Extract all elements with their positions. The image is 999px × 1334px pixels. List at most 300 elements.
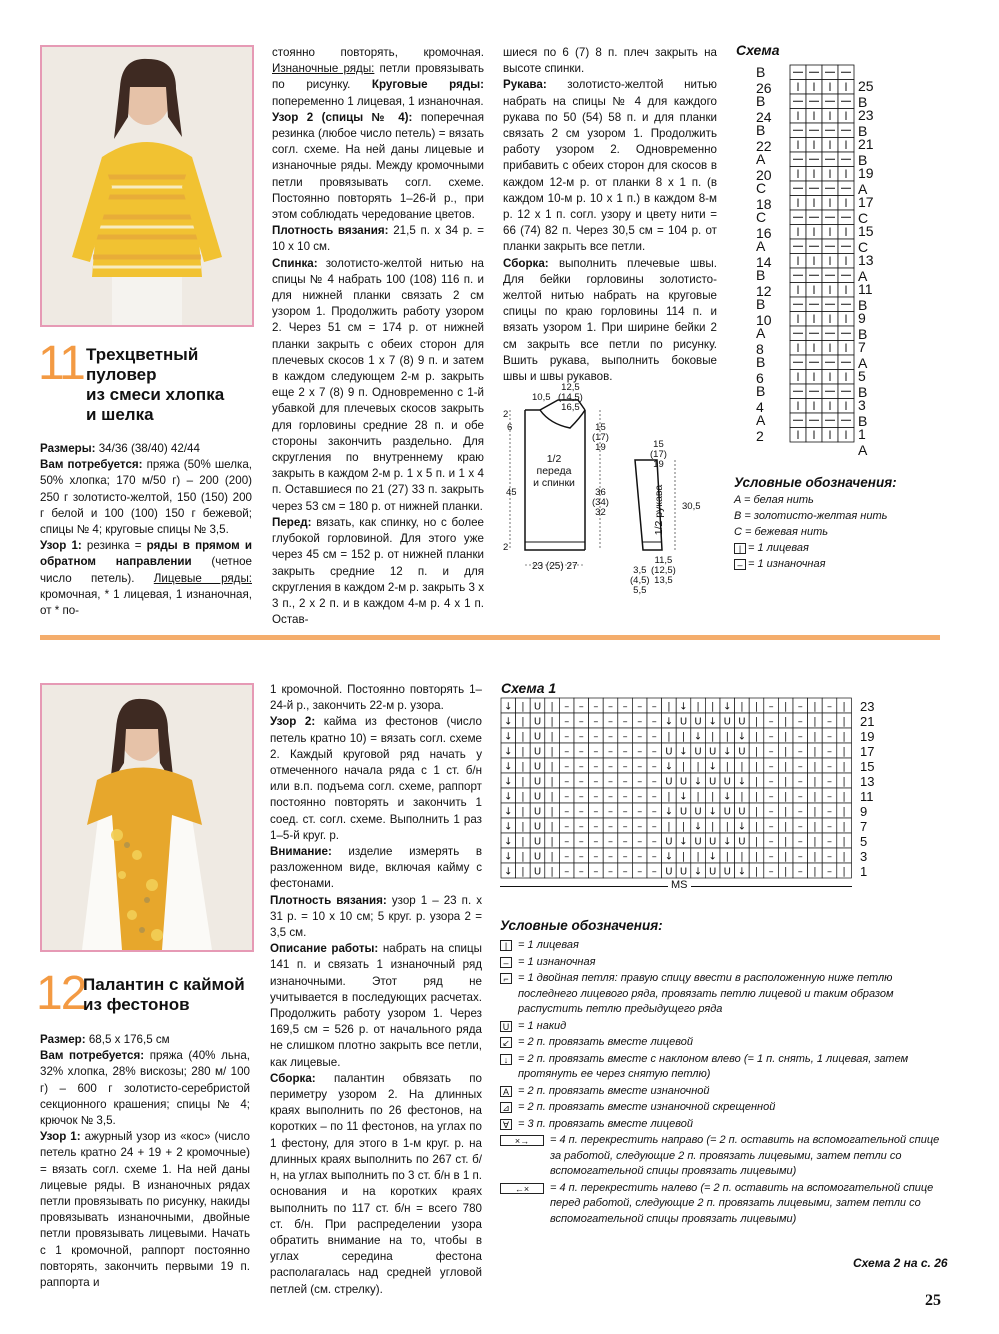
svg-text:–: –	[593, 761, 599, 773]
svg-text:–: –	[797, 851, 803, 863]
svg-text:U: U	[709, 776, 717, 788]
legend-text: = 2 п. провязать вместе изнаночной скрещенной	[518, 1101, 776, 1113]
sleeve-top-measure: 15 (17) 19	[650, 439, 667, 470]
page-number: 25	[925, 1292, 941, 1309]
svg-text:|: |	[550, 821, 554, 833]
paragraph: Сборка: палантин обвязать по периметру узором 2. На длинных краях выполнить по 26 фестонов, на коротких – по 11 фестонов, на углах по 1 фестону, для этого в 1-м круг. р. на длинных краях выполнить по 267 ст. б/н, на углах выполнить по 3 ст. б/н в 1 п. основания и на коротких краях выполнить по 117 ст. б/н = всего 780 ст. б/н. При распределении узора обратить внимание на то, чтобы в углах середина фестона располагалась над средней угловой петлей (см. стрелку).	[270, 1071, 483, 1296]
svg-text:–: –	[827, 776, 832, 788]
paragraph: Рукава: золотисто-желтой нитью набрать на спицы № 4 для каждого рукава по 50 (54) 58 п. и для планки связать 2 см узором 1. Продолжить работу узором 2. Одновременно прибавить с обеих сторон для скосов в каждом 12-м р. от планки 8 х 1 п. (в каждом 10-м р. 10 х 1 п.) в каждом 8-м р. 12 х 1 п. согл. узору и цвету нити = 66 (74) 82 п. Через 30,5 см = 104 р. от планки закрыть все петли.	[503, 78, 717, 254]
svg-text:↓: ↓	[504, 821, 513, 833]
svg-text:–: –	[797, 791, 803, 803]
svg-text:↓: ↓	[504, 776, 513, 788]
svg-text:–: –	[578, 761, 584, 773]
svg-text:–: –	[797, 821, 803, 833]
svg-text:|: |	[521, 851, 525, 863]
paragraph: Описание работы: набрать на спицы 141 п. и связать 1 изнаночный ряд изнаночными. Этот ряд не учитывается в последующих расчетах. Продолжить работу узором 1. Через 169,5 см = 526 р. от начального ряда не слишком плотно закрыть все петли, как лицевые.	[270, 942, 482, 1069]
svg-text:–: –	[768, 746, 774, 758]
schema-row-label: 5 B	[858, 368, 868, 400]
svg-text:–: –	[637, 746, 643, 758]
schema-row-label: 11 B	[858, 281, 873, 313]
legend-item	[500, 1019, 940, 1035]
sleeve-label: 1/2 рукава	[653, 484, 665, 536]
legend-symbol-icon: ←×	[500, 1183, 544, 1194]
diagram-width-measure: 23 (25) 27	[532, 561, 578, 572]
svg-text:|: |	[813, 836, 817, 848]
schema-row-label: A 8	[756, 325, 765, 357]
svg-text:–: –	[768, 716, 774, 728]
svg-text:|: |	[667, 791, 671, 803]
svg-text:|: |	[813, 761, 817, 773]
diagram-mark-2-top: 2	[503, 409, 509, 420]
svg-text:|: |	[550, 866, 554, 878]
svg-text:U: U	[679, 776, 688, 788]
schema-row-label: A 14	[756, 238, 772, 270]
svg-text:|: |	[842, 851, 846, 863]
svg-text:U: U	[679, 806, 688, 818]
svg-text:–: –	[827, 731, 832, 743]
svg-text:–: –	[564, 851, 570, 863]
schema-row-label: 1 A	[858, 426, 868, 458]
svg-text:↓: ↓	[664, 806, 674, 818]
svg-text:|: |	[842, 866, 846, 878]
svg-text:↓: ↓	[504, 746, 513, 758]
svg-text:|: |	[711, 731, 715, 743]
svg-text:–: –	[608, 701, 613, 713]
svg-text:|: |	[725, 821, 729, 833]
schema-row-label: A 2	[756, 412, 765, 444]
svg-text:–: –	[564, 821, 570, 833]
svg-text:–: –	[578, 716, 584, 728]
schema-row-label: 21 B	[858, 136, 874, 168]
svg-text:|: |	[784, 836, 788, 848]
svg-text:|: |	[521, 806, 525, 818]
svg-text:|: |	[813, 776, 817, 788]
project-11-number: 11	[38, 337, 84, 390]
svg-text:|: |	[842, 791, 846, 803]
paragraph: Вам потребуется: пряжа (50% шелка, 50% хлопка; 170 м/50 г) – 200 (200) 250 г золотисто-желтой, 150 (150) 200 г белой и 100 (100) 150 г бежевой; спицы № 4; круговые спицы № 3,5.	[40, 458, 252, 537]
legend-text: = 1 лицевая	[518, 939, 579, 951]
svg-text:|: |	[550, 836, 554, 848]
svg-text:U: U	[694, 836, 702, 848]
svg-text:–: –	[768, 776, 774, 788]
svg-text:↓: ↓	[737, 866, 747, 878]
project-11-column-1	[40, 441, 252, 619]
svg-text:|: |	[711, 701, 715, 713]
svg-text:|: |	[784, 731, 788, 743]
svg-text:–: –	[651, 821, 657, 833]
svg-text:U: U	[533, 776, 542, 788]
svg-text:|: |	[813, 731, 817, 743]
svg-text:|: |	[740, 791, 744, 803]
schema-row-label: 9	[860, 804, 868, 819]
svg-text:–: –	[827, 746, 832, 758]
svg-text:U: U	[694, 716, 702, 728]
svg-text:|: |	[842, 806, 846, 818]
svg-text:–: –	[564, 761, 570, 773]
svg-text:–: –	[637, 806, 643, 818]
diagram-side-height-measure: 36 (34) 32	[592, 487, 609, 518]
svg-text:–: –	[768, 731, 774, 743]
svg-text:–: –	[564, 701, 570, 713]
paragraph: Спинка: золотисто-желтой нитью на спицы № 4 набрать 100 (108) 116 п. и для нижней планки связать 2 см узором 1. Продолжить работу узором 2. Через 51 см = 174 р. от нижней планки закрыть с обеих сторон для плечевых скосов 1 х 7 (8) 9 п. и затем в каждом следующем 2-м р. закрыть еще 2 х 7 (8) 9 п. Одновременно с 1-й убавкой для плечевых скосов закрыть для горловины средние 28 п. и обе стороны закончить раздельно. Для скругления по внутреннему краю закрыть в каждом 2-м р. 1 х 5 п. и 1 х 4 п. Оставшиеся по 21 (27) 33 п. закрыть через 53 см = 180 р. от нижней планки.	[272, 256, 484, 513]
svg-text:|: |	[784, 806, 788, 818]
stole-legend	[500, 938, 940, 1228]
pullover-schema-title: Схема	[736, 42, 780, 58]
stole-grid-svg	[500, 697, 852, 879]
svg-text:|: |	[842, 716, 846, 728]
svg-text:↓: ↓	[723, 701, 732, 713]
legend-text: = 2 п. провязать вместе лицевой	[518, 1036, 693, 1048]
svg-text:U: U	[665, 836, 673, 848]
svg-text:–: –	[797, 866, 803, 878]
svg-text:–: –	[564, 776, 570, 788]
svg-text:–: –	[827, 761, 832, 773]
paragraph: Узор 2: кайма из фестонов (число петель кратно 10) = вязать согл. схеме 2. Каждый круговой ряд начать у отмеченного начала ряда с 1 ст. б/н или в.п. подъема согл. схеме, раппорт постоянно повторять и закончить 1 соед. ст. согл. схеме. Выполнить 1 раз 1–5-й круг. р.	[270, 715, 482, 842]
schema-row-label: 9 B	[858, 310, 868, 342]
pullover-photo	[40, 45, 254, 327]
schema-row-label: C 16	[756, 209, 772, 241]
paragraph: Перед: вязать, как спинку, но с более глубокой горловиной. Для этого уже через 45 см = 152 р. от нижней планки закрыть средние 12 п. и для скругления в каждом 2-м р. закрыть 3 х 3 п., 2 х 2 п. и в каждом 4-м р. 4 х 1 п. Остав-	[272, 515, 484, 627]
schema-row-label: 15 C	[858, 223, 874, 255]
svg-text:–: –	[622, 731, 628, 743]
schema-row-label: 19 A	[858, 165, 874, 197]
svg-text:|: |	[550, 806, 554, 818]
svg-text:|: |	[842, 821, 846, 833]
svg-text:|: |	[784, 761, 788, 773]
svg-text:–: –	[608, 776, 613, 788]
svg-text:|: |	[681, 821, 686, 833]
legend-item	[500, 1133, 940, 1180]
schema-row-label: 23	[860, 699, 875, 714]
model-stole-illustration	[42, 685, 252, 950]
svg-text:|: |	[813, 716, 817, 728]
svg-text:–: –	[578, 791, 584, 803]
stole-photo	[40, 683, 254, 952]
schema-grid-svg	[789, 64, 855, 443]
legend-beige: C = бежевая нить	[734, 526, 829, 538]
svg-text:–: –	[622, 791, 628, 803]
svg-text:–: –	[651, 851, 657, 863]
legend-knit: | = 1 лицевая	[734, 540, 887, 556]
legend-item	[500, 938, 940, 954]
svg-text:|: |	[696, 701, 700, 713]
paragraph: 1 кромочной. Постоянно повторять 1–24-й р., закончить 22-м р. узора.	[270, 683, 482, 713]
svg-text:–: –	[797, 701, 803, 713]
svg-text:–: –	[622, 851, 628, 863]
svg-text:|: |	[784, 701, 788, 713]
legend-item	[500, 971, 940, 1018]
schema-row-label: 17 C	[858, 194, 874, 226]
svg-text:–: –	[651, 731, 657, 743]
svg-text:–: –	[593, 701, 599, 713]
svg-text:|: |	[842, 776, 846, 788]
svg-text:–: –	[827, 806, 832, 818]
schema-row-label: 17	[860, 744, 875, 759]
svg-text:|: |	[813, 701, 817, 713]
svg-text:–: –	[651, 836, 657, 848]
paragraph: Плотность вязания: узор 1 – 23 п. х 31 р. = 10 х 10 см; 5 круг. р. узора 2 = 3,5 см.	[270, 893, 482, 940]
svg-text:|: |	[754, 716, 759, 728]
paragraph: Узор 2 (спицы № 4): поперечная резинка (любое число петель) = вязать согл. схеме. На ней даны лицевые и изнаночные ряды. Между кромочными петли провязывать согл. схеме. Постоянно повторять 1–26-й р., при этом соблюдать чередование цветов.	[272, 110, 484, 222]
svg-text:|: |	[740, 851, 744, 863]
svg-text:|: |	[725, 851, 729, 863]
svg-text:–: –	[637, 716, 643, 728]
svg-text:–: –	[578, 866, 584, 878]
svg-text:U: U	[533, 866, 542, 878]
svg-text:↓: ↓	[723, 791, 732, 803]
schema-row-label: B 10	[756, 296, 772, 328]
svg-text:–: –	[622, 776, 628, 788]
svg-text:|: |	[842, 836, 846, 848]
svg-text:|: |	[681, 731, 686, 743]
diagram-top-left-measure: 10,5	[532, 392, 551, 403]
svg-text:U: U	[738, 746, 746, 758]
svg-text:|: |	[550, 791, 554, 803]
svg-text:|: |	[667, 821, 671, 833]
schema-row-label: B 4	[756, 383, 766, 415]
schema-row-label: 15	[860, 759, 875, 774]
svg-text:–: –	[578, 806, 584, 818]
svg-text:–: –	[593, 731, 599, 743]
svg-text:|: |	[842, 701, 846, 713]
svg-text:–: –	[768, 701, 774, 713]
schema-row-label: 23 B	[858, 107, 874, 139]
svg-text:↓: ↓	[708, 806, 717, 818]
svg-text:|: |	[842, 731, 846, 743]
svg-text:–: –	[651, 776, 657, 788]
svg-text:U: U	[694, 746, 702, 758]
svg-text:U: U	[738, 716, 746, 728]
paragraph: шиеся по 6 (7) 8 п. плеч закрыть на высоте спинки.	[503, 46, 717, 76]
svg-text:↓: ↓	[708, 716, 717, 728]
legend-white: A = белая нить	[734, 494, 814, 506]
schema-row-label: 19	[860, 729, 875, 744]
svg-text:|: |	[842, 746, 846, 758]
svg-text:–: –	[564, 806, 570, 818]
svg-text:–: –	[578, 746, 584, 758]
svg-text:–: –	[593, 866, 599, 878]
svg-text:–: –	[622, 701, 628, 713]
svg-text:|: |	[521, 701, 525, 713]
svg-text:–: –	[797, 746, 803, 758]
svg-text:–: –	[578, 836, 584, 848]
svg-text:|: |	[550, 716, 554, 728]
svg-text:|: |	[813, 791, 817, 803]
svg-text:↓: ↓	[679, 746, 688, 758]
svg-text:|: |	[813, 746, 817, 758]
svg-text:–: –	[608, 821, 613, 833]
svg-text:–: –	[593, 776, 599, 788]
svg-text:U: U	[533, 701, 542, 713]
legend-item	[500, 1100, 940, 1116]
svg-text:–: –	[593, 836, 599, 848]
svg-text:U: U	[694, 806, 702, 818]
svg-text:–: –	[578, 851, 584, 863]
svg-text:↓: ↓	[737, 731, 747, 743]
svg-text:|: |	[521, 716, 525, 728]
svg-text:|: |	[550, 746, 554, 758]
svg-text:|: |	[550, 761, 554, 773]
svg-text:–: –	[608, 746, 613, 758]
legend-symbol-icon: |	[500, 940, 512, 951]
schema-row-label: B 24	[756, 93, 772, 125]
svg-text:|: |	[813, 821, 817, 833]
svg-text:U: U	[533, 836, 542, 848]
legend-item	[500, 1181, 940, 1228]
svg-text:U: U	[709, 836, 717, 848]
svg-text:U: U	[533, 761, 542, 773]
svg-text:|: |	[521, 731, 525, 743]
legend-text: = 1 накид	[518, 1019, 567, 1032]
svg-text:–: –	[593, 791, 599, 803]
svg-text:–: –	[608, 791, 613, 803]
svg-text:U: U	[738, 836, 746, 848]
svg-text:–: –	[797, 776, 803, 788]
svg-text:–: –	[797, 761, 803, 773]
svg-text:|: |	[725, 761, 729, 773]
schema-row-label: B 12	[756, 267, 772, 299]
svg-text:|: |	[711, 791, 715, 803]
svg-text:U: U	[533, 731, 542, 743]
legend-symbol-icon: ↓	[500, 1054, 512, 1065]
schema-row-label: 3 B	[858, 397, 868, 429]
svg-text:U: U	[723, 716, 731, 728]
paragraph: Внимание: изделие измерять в разложенном виде, включая кайму с фестонами.	[270, 845, 482, 891]
diagram-shoulder-measure: 15 (17) 19	[592, 422, 609, 453]
diagram-top-measure: 12,5 (14,5) 16,5	[558, 382, 583, 413]
svg-text:↓: ↓	[664, 716, 674, 728]
svg-text:|: |	[696, 791, 700, 803]
svg-text:–: –	[768, 836, 774, 848]
legend-text: = 2 п. провязать вместе с наклоном влево (= 1 п. снять, 1 лицевая, затем протянуть ее через снятую петлю)	[518, 1052, 909, 1080]
pullover-legend	[734, 492, 887, 572]
svg-text:|: |	[842, 761, 846, 773]
svg-text:U: U	[665, 746, 673, 758]
svg-text:|: |	[667, 731, 671, 743]
svg-text:↓: ↓	[723, 746, 732, 758]
svg-text:–: –	[608, 866, 613, 878]
svg-text:|: |	[754, 836, 759, 848]
svg-text:–: –	[593, 851, 599, 863]
svg-text:|: |	[696, 761, 700, 773]
project-12-title: Палантин с каймой из фестонов	[83, 975, 245, 1014]
svg-text:|: |	[784, 866, 788, 878]
schema-row-label: 25 B	[858, 78, 874, 110]
svg-text:↓: ↓	[693, 731, 703, 743]
svg-text:–: –	[651, 716, 657, 728]
svg-text:–: –	[637, 791, 643, 803]
pullover-schema-grid	[789, 64, 853, 442]
svg-text:↓: ↓	[708, 851, 717, 863]
svg-text:|: |	[740, 701, 744, 713]
svg-text:–: –	[827, 716, 832, 728]
legend-text: = 1 изнаночная	[518, 955, 596, 968]
svg-text:|: |	[521, 746, 525, 758]
svg-text:U: U	[533, 821, 542, 833]
svg-text:–: –	[637, 731, 643, 743]
svg-text:U: U	[723, 866, 731, 878]
svg-text:–: –	[578, 701, 584, 713]
legend-symbol-icon: ⌐	[500, 973, 512, 984]
svg-text:–: –	[564, 866, 570, 878]
project-11-column-2	[272, 45, 484, 628]
svg-text:–: –	[564, 716, 570, 728]
legend-text: = 4 п. перекрестить направо (= 2 п. оставить на вспомогательной спице за работой, следующие 2 п. провязать лицевыми, затем петли со вспомогательной спицы провязать лицевыми)	[550, 1134, 940, 1177]
svg-text:–: –	[608, 731, 613, 743]
svg-text:–: –	[827, 836, 832, 848]
paragraph: Вам потребуется: пряжа (40% льна, 32% хлопка, 28% вискозы; 280 м/ 100 г) – 600 г золотисто-серебристой секционного крашения; спицы № 4; крючок № 3,5.	[40, 1049, 251, 1128]
svg-text:–: –	[637, 701, 643, 713]
legend-symbol-icon: –	[500, 957, 512, 968]
svg-text:|: |	[784, 851, 788, 863]
paragraph: Узор 1: ажурный узор из «кос» (число петель кратно 24 + 19 + 2 кромочные) = вязать согл. схеме 1. На ней даны лицевые ряды. В изнаночных рядах петли провязывать по рисунку, накиды провязывать изнаночными, двойные петли провязывать лицевыми. Начать с 1 кромочной, раппорт постоянно повторять, закончить первыми 19 п. раппорта и	[40, 1130, 250, 1290]
project-12-column-1	[40, 1032, 250, 1291]
svg-text:|: |	[754, 791, 759, 803]
paragraph: Размер: 68,5 х 176,5 см	[40, 1033, 170, 1046]
svg-text:|: |	[725, 731, 729, 743]
svg-text:|: |	[784, 776, 788, 788]
schema-row-label: C 18	[756, 180, 772, 212]
diagram-mark-2-bottom: 2	[503, 542, 509, 553]
svg-text:↓: ↓	[504, 851, 513, 863]
legend-purl: – = 1 изнаночная	[734, 556, 887, 572]
svg-text:–: –	[564, 731, 570, 743]
svg-text:↓: ↓	[737, 776, 747, 788]
svg-text:|: |	[550, 851, 554, 863]
legend-text: = 1 двойная петля: правую спицу ввести в расположенную ниже петлю последнего лицевого ряда, провязать петлю лицевой и таким образом распустить петлю предыдущего ряда	[518, 972, 894, 1015]
svg-text:–: –	[797, 836, 803, 848]
svg-text:–: –	[768, 821, 774, 833]
svg-text:–: –	[651, 746, 657, 758]
svg-text:|: |	[754, 806, 759, 818]
svg-text:U: U	[533, 746, 542, 758]
svg-text:–: –	[622, 821, 628, 833]
stole-schema-grid	[500, 697, 852, 877]
svg-text:|: |	[754, 851, 759, 863]
svg-text:↓: ↓	[504, 716, 513, 728]
svg-text:–: –	[578, 776, 584, 788]
stole-legend-title: Условные обозначения:	[500, 918, 663, 933]
svg-text:U: U	[665, 866, 673, 878]
legend-symbol-icon: ⊿	[500, 1102, 512, 1113]
legend-text: = 3 п. провязать вместе лицевой	[518, 1117, 693, 1130]
svg-text:↓: ↓	[504, 866, 513, 878]
svg-text:↓: ↓	[737, 821, 747, 833]
svg-text:–: –	[564, 746, 570, 758]
svg-text:–: –	[622, 836, 628, 848]
svg-text:–: –	[608, 761, 613, 773]
sleeve-bottom-measure: 11,5 (12,5) 13,5	[651, 555, 676, 586]
svg-text:–: –	[768, 761, 774, 773]
schema-row-label: 7 A	[858, 339, 868, 371]
diagram-height-measure: 45	[506, 487, 517, 498]
svg-text:–: –	[637, 836, 643, 848]
svg-text:U: U	[533, 716, 542, 728]
svg-text:↓: ↓	[664, 761, 674, 773]
svg-text:–: –	[768, 791, 774, 803]
svg-text:|: |	[521, 776, 525, 788]
paragraph: Размеры: 34/36 (38/40) 42/44	[40, 442, 200, 455]
paragraph: Узор 1: резинка = ряды в прямом и обратном направлении (четное число петель). Лицевые ряды: кромочная, * 1 лицевая, 1 изнаночная, от * по-	[40, 539, 252, 618]
svg-text:U: U	[709, 866, 717, 878]
svg-text:U: U	[723, 806, 731, 818]
svg-text:U: U	[738, 806, 746, 818]
svg-text:|: |	[813, 866, 817, 878]
svg-text:–: –	[651, 761, 657, 773]
svg-text:↓: ↓	[708, 761, 717, 773]
svg-text:↓: ↓	[664, 851, 674, 863]
legend-symbol-icon: ↙	[500, 1037, 512, 1048]
